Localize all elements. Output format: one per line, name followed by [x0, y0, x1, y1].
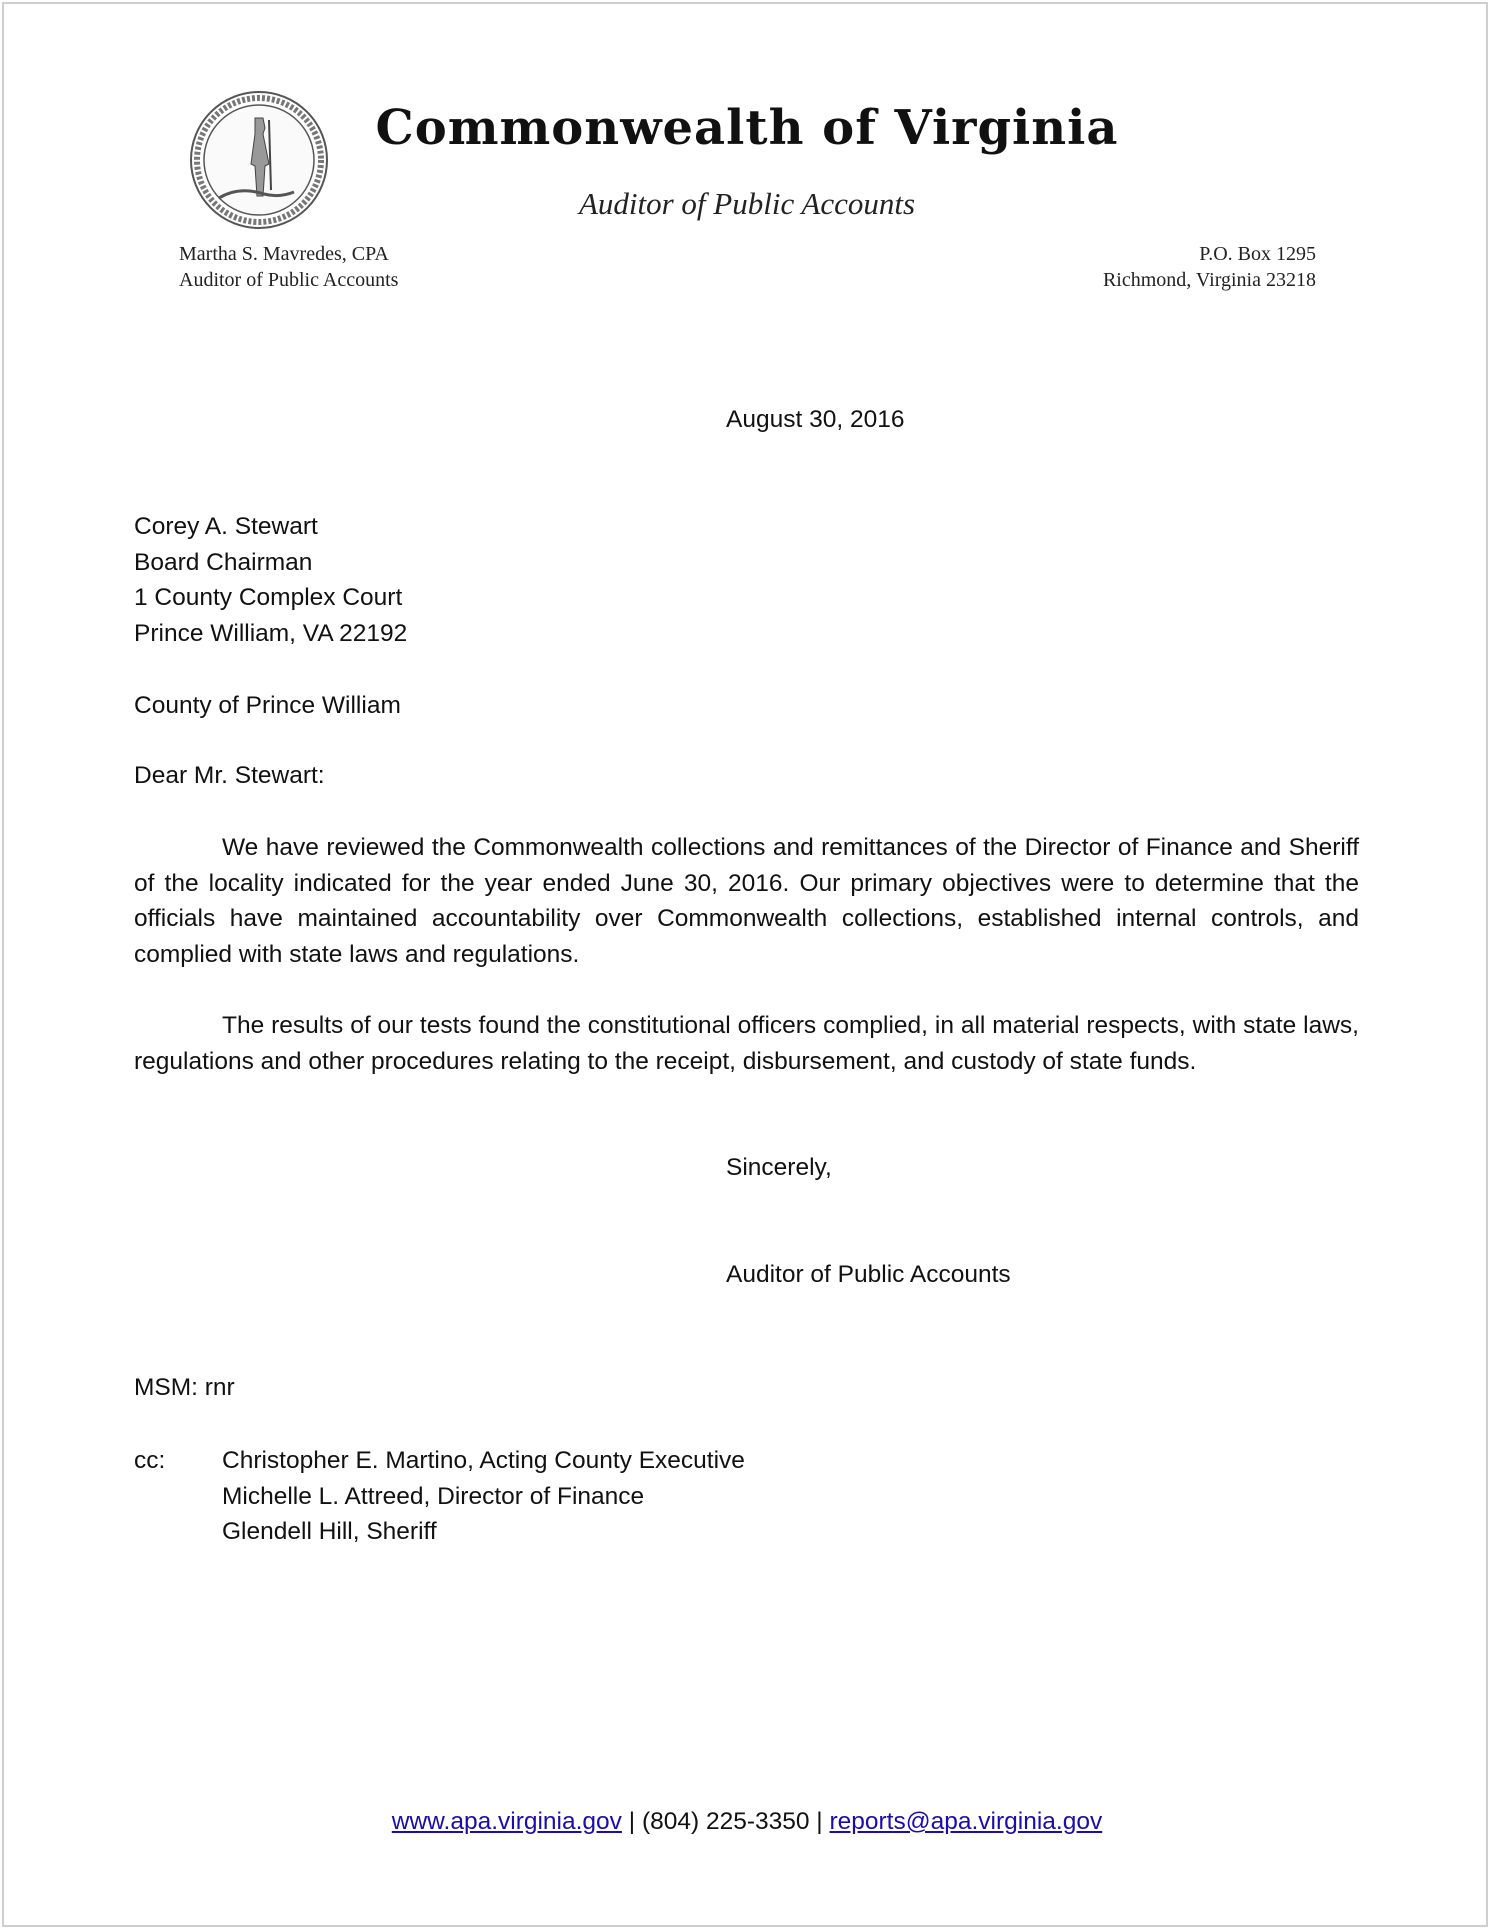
letterhead-title: Commonwealth of Virginia: [375, 100, 1119, 156]
paragraph-text: We have reviewed the Commonwealth collections and remittances of the Director of Finance and Sheriff of the locality indicated for the year ended June 30, 2016. Our primary objectives were to determine that the officials have maintained accountability over Commonwealth collections, established internal controls, and complied with state laws and regulations.: [134, 834, 1359, 969]
recipient-street: 1 County Complex Court: [134, 584, 403, 612]
separator: |: [628, 1808, 636, 1835]
po-box: P.O. Box 1295: [1199, 243, 1316, 265]
cc-item: Michelle L. Attreed, Director of Finance: [222, 1482, 645, 1510]
auditor-info: [179, 241, 398, 293]
website-link[interactable]: www.apa.virginia.gov: [391, 1808, 622, 1835]
body-paragraph-2: [134, 1008, 1359, 1079]
cc-item: Glendell Hill, Sheriff: [222, 1518, 437, 1546]
body-paragraph-1: [134, 830, 1359, 973]
auditor-title: Auditor of Public Accounts: [179, 269, 399, 291]
paragraph-text: The results of our tests found the constitutional officers complied, in all material respects, with state laws, regulations and other procedures relating to the receipt, disbursement, and custody of state funds.: [134, 1012, 1359, 1075]
city-state-zip: Richmond, Virginia 23218: [1102, 269, 1316, 291]
cc-label: cc:: [134, 1447, 166, 1474]
separator: |: [816, 1808, 823, 1835]
recipient-title: Board Chairman: [134, 548, 313, 576]
email-link[interactable]: reports@apa.virginia.gov: [829, 1808, 1103, 1835]
cc-list: [222, 1443, 745, 1550]
recipient-city: Prince William, VA 22192: [134, 620, 408, 648]
letterhead-subtitle: Auditor of Public Accounts: [578, 186, 916, 221]
footer: [0, 1808, 1494, 1836]
signature: Auditor of Public Accounts: [726, 1261, 1011, 1288]
mailing-address: [1103, 241, 1316, 293]
cc-item: Christopher E. Martino, Acting County Executive: [222, 1447, 745, 1474]
phone-number: (804) 225-3350: [641, 1808, 810, 1835]
locality: County of Prince William: [134, 692, 401, 719]
initials: MSM: rnr: [134, 1374, 235, 1401]
closing: Sincerely,: [726, 1154, 832, 1181]
recipient-name: Corey A. Stewart: [134, 513, 318, 540]
auditor-name: Martha S. Mavredes, CPA: [179, 243, 389, 265]
salutation: Dear Mr. Stewart:: [134, 762, 325, 789]
recipient-address: [134, 509, 407, 652]
letter-date: August 30, 2016: [726, 406, 905, 433]
